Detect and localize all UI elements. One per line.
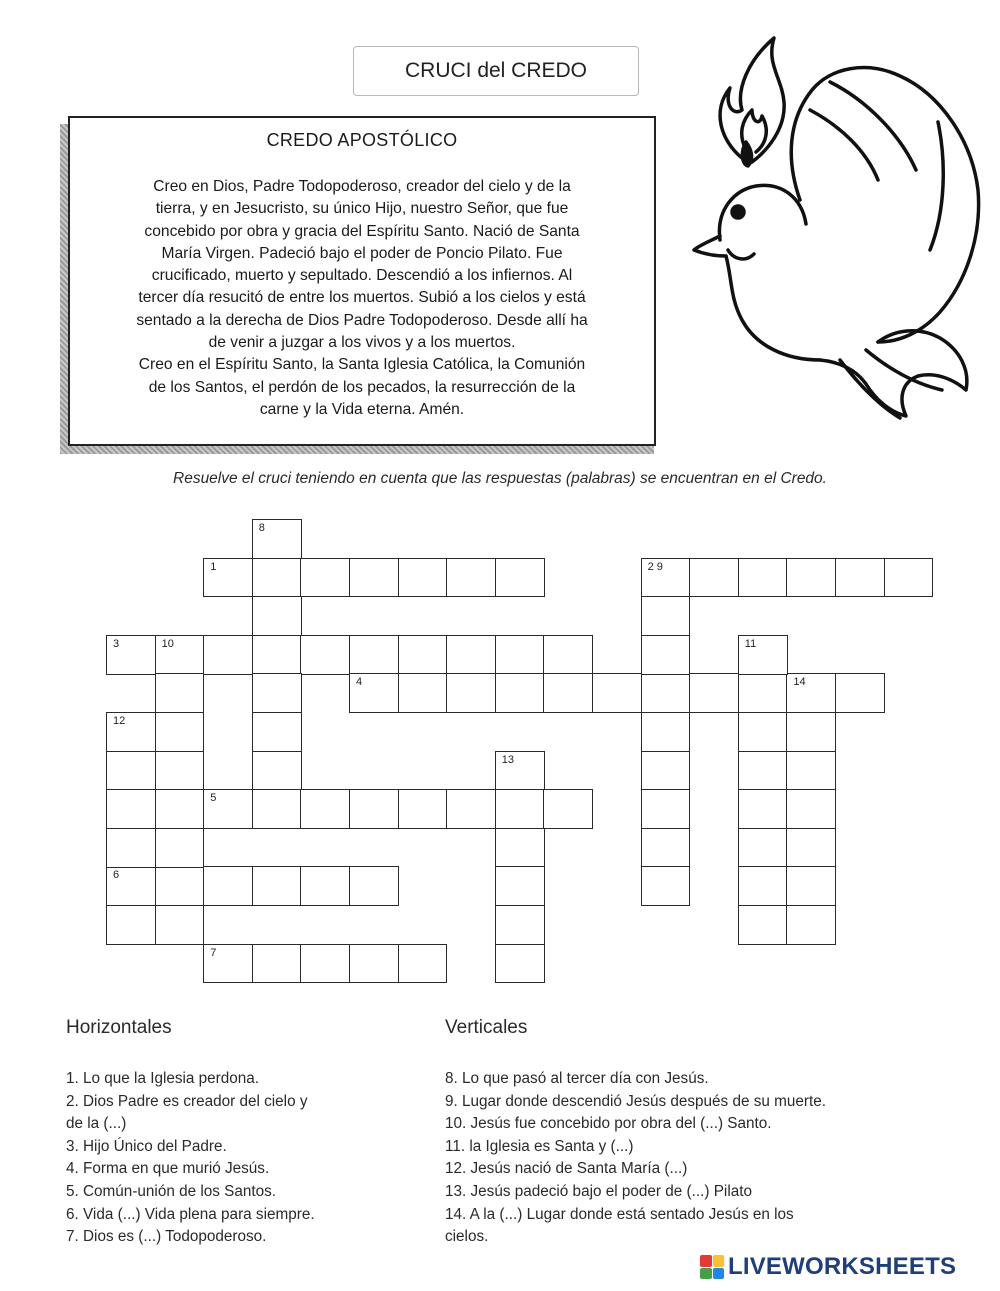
crossword-cell[interactable]	[155, 751, 205, 791]
crossword-cell[interactable]	[349, 558, 399, 598]
clue-number: 12	[113, 715, 126, 727]
clue-number: 5	[210, 792, 217, 805]
clue-item: 1. Lo que la Iglesia perdona.	[66, 1070, 260, 1087]
clue-item: 9. Lugar donde descendió Jesús después de su muerte.	[445, 1092, 826, 1110]
clue-number: 4	[356, 676, 363, 689]
crossword-cell[interactable]	[446, 635, 496, 675]
worksheet-title: CRUCI del CREDO	[353, 46, 639, 96]
crossword-cell[interactable]	[495, 789, 545, 829]
crossword-cell[interactable]	[786, 789, 836, 829]
credo-line: carne y la Vida eterna. Amén.	[259, 400, 465, 418]
clue-item: 4. Forma en que murió Jesús.	[66, 1160, 270, 1178]
crossword-cell[interactable]	[689, 558, 739, 598]
logo-square	[713, 1255, 725, 1267]
clue-item: 13. Jesús padeció bajo el poder de (...) Pilato	[445, 1182, 752, 1200]
credo-line: crucificado, muerto y sepultado. Descendió a los infiernos. Al	[151, 267, 573, 285]
credo-line: María Virgen. Padeció bajo el poder de Poncio Pilato. Fue	[161, 244, 563, 262]
logo-square	[700, 1255, 712, 1267]
credo-line: de los Santos, el perdón de los pecados, la resurrección de la	[148, 378, 576, 396]
clue-item: 12. Jesús nació de Santa María (...)	[445, 1160, 688, 1178]
crossword-cell[interactable]	[398, 558, 448, 598]
crossword-cell[interactable]	[884, 558, 934, 598]
crossword-cell[interactable]	[543, 789, 593, 829]
crossword-cell[interactable]	[252, 751, 302, 791]
crossword-cell[interactable]	[106, 712, 156, 752]
logo-square	[713, 1268, 725, 1280]
crossword-cell[interactable]	[495, 905, 545, 945]
crossword-cell[interactable]	[641, 596, 691, 636]
crossword-cell[interactable]	[446, 558, 496, 598]
crossword-cell[interactable]	[738, 828, 788, 868]
clue-number: 2 9	[647, 560, 663, 573]
credo-line: concebido por obra y gracia del Espíritu Santo. Nació de Santa	[144, 222, 580, 240]
crossword-cell[interactable]	[738, 712, 788, 752]
crossword-cell[interactable]	[446, 789, 496, 829]
clue-number: 11	[744, 637, 757, 650]
crossword-cell[interactable]	[543, 635, 593, 675]
verticales-clues	[445, 1068, 826, 1249]
crossword-cell[interactable]	[738, 751, 788, 791]
crossword-cell[interactable]	[398, 635, 448, 675]
crossword-cell[interactable]	[641, 558, 691, 598]
crossword-cell[interactable]	[155, 789, 205, 829]
clue-item: 6. Vida (...) Vida plena para siempre.	[66, 1205, 315, 1223]
logo-mark-icon	[700, 1255, 724, 1279]
crossword-cell[interactable]	[300, 558, 350, 598]
crossword-cell[interactable]	[106, 789, 156, 829]
crossword-cell[interactable]	[495, 828, 545, 868]
clue-item: 10. Jesús fue concebido por obra del (...) Santo.	[445, 1115, 772, 1133]
crossword-cell[interactable]	[495, 635, 545, 675]
crossword-cell[interactable]	[786, 558, 836, 598]
crossword-cell[interactable]	[543, 673, 593, 713]
crossword-cell[interactable]	[300, 635, 350, 675]
crossword-cell[interactable]	[300, 789, 350, 829]
crossword-cell[interactable]	[106, 635, 156, 675]
crossword-cell[interactable]	[786, 866, 836, 906]
crossword-cell[interactable]	[641, 673, 691, 713]
crossword-cell[interactable]	[738, 866, 788, 906]
logo-text: LIVEWORKSHEETS	[728, 1253, 957, 1280]
crossword-cell[interactable]	[641, 828, 691, 868]
clue-item: 5. Común-unión de los Santos.	[66, 1182, 277, 1200]
crossword-cell[interactable]	[495, 866, 545, 906]
crossword-cell[interactable]	[252, 944, 302, 984]
crossword-cell[interactable]	[786, 905, 836, 945]
crossword-cell[interactable]	[398, 673, 448, 713]
crossword-cell[interactable]	[495, 558, 545, 598]
crossword-cell[interactable]	[349, 673, 399, 713]
crossword-cell[interactable]	[349, 944, 399, 984]
credo-line: sentado a la derecha de Dios Padre Todopoderoso. Desde allí ha	[136, 311, 588, 329]
instruction-text: Resuelve el cruci teniendo en cuenta que las respuestas (palabras) se encuentran en el Credo.	[173, 470, 827, 487]
crossword-cell[interactable]	[106, 751, 156, 791]
liveworksheets-logo	[700, 1252, 956, 1282]
clue-item: 8. Lo que pasó al tercer día con Jesús.	[445, 1070, 709, 1087]
logo-square	[700, 1268, 712, 1280]
clue-item: 3. Hijo Único del Padre.	[66, 1137, 227, 1155]
crossword-cell[interactable]	[106, 828, 156, 868]
credo-line: Creo en Dios, Padre Todopoderoso, creador del cielo y de la	[153, 178, 571, 195]
crossword-cell[interactable]	[835, 558, 885, 598]
crossword-cell[interactable]	[252, 519, 302, 559]
clue-item: 2. Dios Padre es creador del cielo y	[66, 1092, 308, 1110]
crossword-cell[interactable]	[252, 789, 302, 829]
clue-number: 6	[113, 869, 120, 882]
crossword-cell[interactable]	[738, 905, 788, 945]
crossword-cell[interactable]	[641, 712, 691, 752]
crossword-cell[interactable]	[398, 789, 448, 829]
crossword-cell[interactable]	[495, 751, 545, 791]
clue-number: 1	[210, 560, 217, 573]
crossword-cell[interactable]	[738, 635, 788, 675]
crossword-cell[interactable]	[835, 673, 885, 713]
clue-item: 7. Dios es (...) Todopoderoso.	[66, 1228, 267, 1246]
crossword-cell[interactable]	[738, 673, 788, 713]
crossword-cell[interactable]	[203, 635, 253, 675]
crossword-cell[interactable]	[641, 751, 691, 791]
crossword-cell[interactable]	[592, 673, 642, 713]
crossword-cell[interactable]	[300, 866, 350, 906]
crossword-cell[interactable]	[252, 596, 302, 636]
clue-item: 14. A la (...) Lugar donde está sentado Jesús en los	[445, 1205, 794, 1223]
crossword-cell[interactable]	[738, 558, 788, 598]
crossword-cell[interactable]	[786, 828, 836, 868]
crossword-cell[interactable]	[689, 673, 739, 713]
crossword-cell[interactable]	[106, 866, 156, 906]
clue-number: 7	[210, 946, 217, 959]
crossword-cell[interactable]	[252, 673, 302, 713]
horizontales-title: Horizontales	[66, 1017, 172, 1038]
crossword-cell[interactable]	[446, 673, 496, 713]
crossword-cell[interactable]	[155, 905, 205, 945]
credo-line: tierra, y en Jesucristo, su único Hijo, nuestro Señor, que fue	[155, 200, 569, 218]
crossword-cell[interactable]	[495, 673, 545, 713]
crossword-cell[interactable]	[786, 712, 836, 752]
crossword-cell[interactable]	[398, 944, 448, 984]
crossword-cell[interactable]	[106, 905, 156, 945]
clue-number: 8	[258, 522, 265, 534]
horizontales-clues	[66, 1068, 315, 1249]
crossword-cell[interactable]	[155, 673, 205, 713]
crossword-cell[interactable]	[641, 635, 691, 675]
crossword-cell[interactable]	[155, 828, 205, 868]
crossword-cell[interactable]	[349, 789, 399, 829]
clue-item: 11. la Iglesia es Santa y (...)	[445, 1137, 634, 1155]
crossword-cell[interactable]	[252, 558, 302, 598]
crossword-cell[interactable]	[786, 751, 836, 791]
crossword-cell[interactable]	[203, 944, 253, 984]
crossword-cell[interactable]	[641, 789, 691, 829]
crossword-cell[interactable]	[252, 635, 302, 675]
credo-line: tercer día resucitó de entre los muertos. Subió a los cielos y está	[138, 289, 586, 307]
clue-number: 13	[501, 753, 515, 766]
clue-item: de la (...)	[66, 1115, 127, 1133]
crossword-cell[interactable]	[641, 866, 691, 906]
crossword-cell[interactable]	[786, 673, 836, 713]
crossword-cell[interactable]	[203, 558, 253, 598]
clue-item: cielos.	[445, 1228, 489, 1246]
crossword-cell[interactable]	[349, 635, 399, 675]
crossword-cell[interactable]	[349, 866, 399, 906]
clue-number: 3	[113, 637, 120, 650]
crossword-cell[interactable]	[203, 789, 253, 829]
credo-line: de venir a juzgar a los vivos y a los muertos.	[208, 334, 516, 352]
credo-line: Creo en el Espíritu Santo, la Santa Iglesia Católica, la Comunión	[138, 356, 586, 374]
clue-number: 10	[161, 637, 174, 650]
crossword-cell[interactable]	[252, 712, 302, 752]
crossword-cell[interactable]	[252, 866, 302, 906]
crossword-cell[interactable]	[155, 712, 205, 752]
clue-number: 14	[793, 676, 806, 689]
crossword-cell[interactable]	[495, 944, 545, 984]
crossword-cell[interactable]	[203, 866, 253, 906]
verticales-title: Verticales	[445, 1017, 528, 1038]
crossword-cell[interactable]	[155, 866, 205, 906]
crossword-cell[interactable]	[738, 789, 788, 829]
crossword-cell[interactable]	[155, 635, 205, 675]
credo-heading: CREDO APOSTÓLICO	[266, 130, 458, 150]
crossword-cell[interactable]	[300, 944, 350, 984]
